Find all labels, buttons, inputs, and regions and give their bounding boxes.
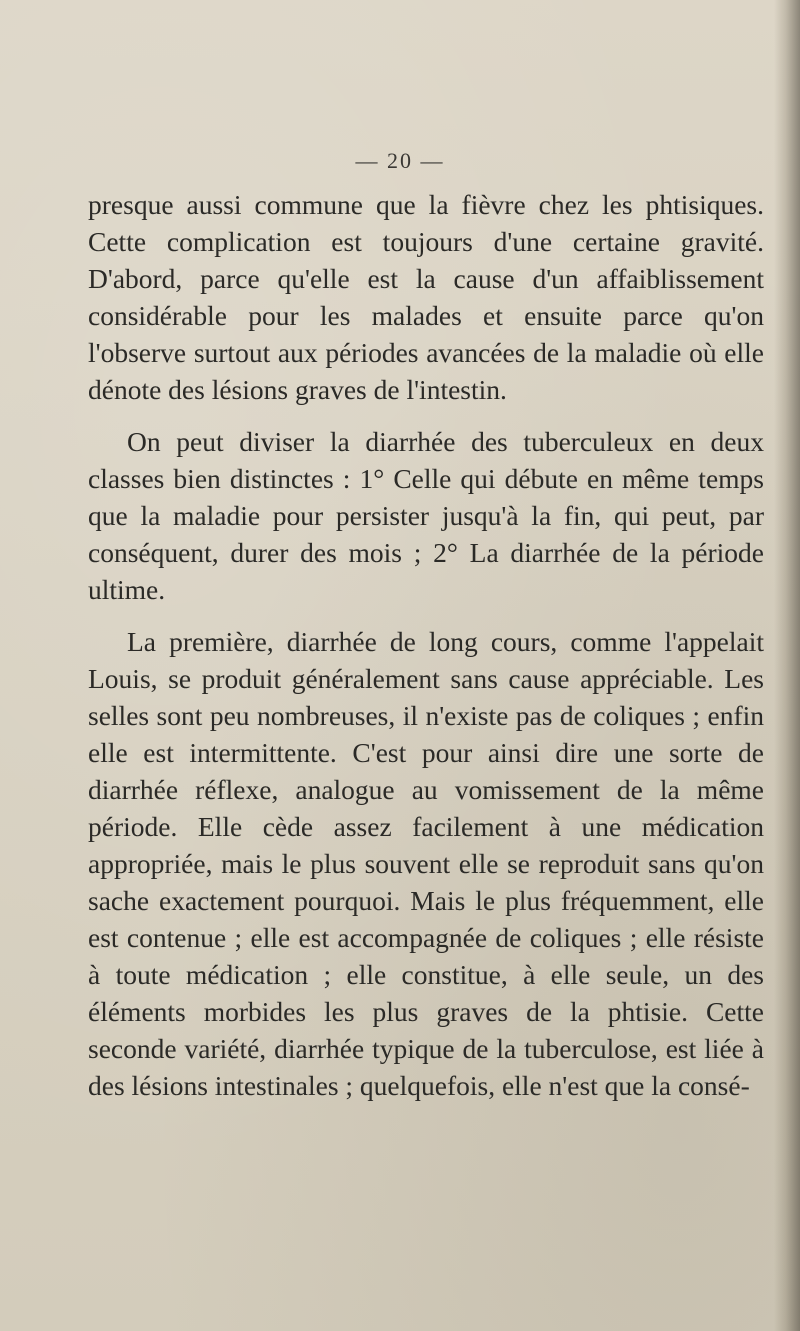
paragraph-2: On peut diviser la diarrhée des tuberculeux en deux classes bien distinctes : 1° Celle qui débute en même temps que la maladie pour persister jusqu'à la fin, qui peut, par conséquent, durer des mois ; 2° La diarrhée de la période ultime. — [88, 426, 764, 605]
paragraph-3: La première, diarrhée de long cours, comme l'appelait Louis, se produit généralement sans cause appréciable. Les selles sont peu nombreuses, il n'existe pas de coliques ; enfin elle est intermittente. C'est pour ainsi dire une sorte de diarrhée réflexe, analogue au vomissement de la même période. Elle cède assez facilement à une médication appropriée, mais le plus souvent elle se reproduit sans qu'on sache exactement pourquoi. Mais le plus fréquemment, elle est contenue ; elle est accompagnée de coliques ; elle résiste à toute médication ; elle constitue, à elle seule, un des éléments morbides les plus graves de la phtisie. Cette seconde variété, diarrhée typique de la tuberculose, est liée à des lésions intestinales ; quelquefois, elle n'est que la consé- — [88, 626, 764, 1101]
paragraph-1: presque aussi commune que la fièvre chez les phtisiques. Cette complication est toujours d'une certaine gravité. D'abord, parce qu'elle est la cause d'un affaiblissement considérable pour les malades et ensuite parce qu'on l'observe surtout aux périodes avancées de la maladie où elle dénote des lésions graves de l'intestin. — [88, 189, 764, 405]
page-edge-shadow — [774, 0, 800, 1331]
page-number: — 20 — — [355, 148, 445, 173]
page-body-text — [88, 186, 764, 1119]
